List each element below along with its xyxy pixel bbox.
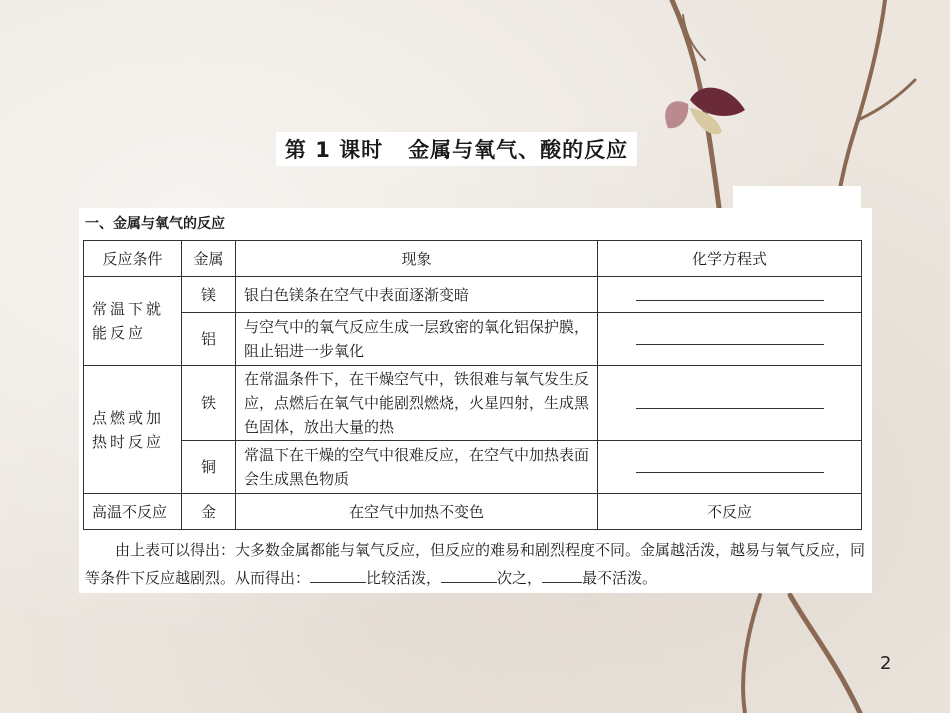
condition-cell: 常温下就能反应 bbox=[84, 277, 182, 366]
summary-text: 由上表可以得出：大多数金属都能与氧气反应，但反应的难易和剧烈程度不同。金属越活泼，越易与氧气反应，同等条件下反应越剧烈。从而得出： bbox=[85, 541, 866, 587]
equation-cell: 不反应 bbox=[598, 494, 862, 530]
fill-blank-1[interactable] bbox=[310, 566, 366, 583]
phenomenon-cell: 在常温条件下，在干燥空气中，铁很难与氧气发生反应，点燃后在氧气中能剧烈燃烧，火星四射，生成黑色固体，放出大量的热 bbox=[236, 366, 598, 441]
fill-blank-3[interactable] bbox=[542, 566, 582, 583]
metal-cell: 铁 bbox=[182, 366, 236, 441]
metal-cell: 镁 bbox=[182, 277, 236, 313]
summary-text: 次之， bbox=[497, 569, 543, 587]
equation-blank[interactable] bbox=[636, 390, 824, 409]
header-phenomenon: 现象 bbox=[236, 241, 598, 277]
condition-cell: 高温不反应 bbox=[84, 494, 182, 530]
fill-blank-2[interactable] bbox=[441, 566, 497, 583]
table-row bbox=[84, 366, 862, 441]
equation-blank[interactable] bbox=[636, 282, 824, 301]
summary-text: 比较活泼， bbox=[366, 569, 442, 587]
phenomenon-cell: 与空气中的氧气反应生成一层致密的氧化铝保护膜，阻止铝进一步氧化 bbox=[236, 313, 598, 366]
lesson-title: 第 1 课时 金属与氧气、酸的反应 bbox=[276, 132, 637, 166]
metal-cell: 铜 bbox=[182, 441, 236, 494]
table-row bbox=[84, 277, 862, 313]
phenomenon-cell: 在空气中加热不变色 bbox=[236, 494, 598, 530]
summary-text: 最不活泼。 bbox=[582, 569, 658, 587]
equation-cell[interactable] bbox=[598, 366, 862, 441]
worksheet bbox=[79, 208, 872, 593]
table-row bbox=[84, 313, 862, 366]
page-number: 2 bbox=[880, 653, 892, 674]
equation-blank[interactable] bbox=[636, 454, 824, 473]
butterfly-icon bbox=[665, 88, 745, 135]
section-heading: 一、金属与氧气的反应 bbox=[85, 216, 225, 232]
header-metal: 金属 bbox=[182, 241, 236, 277]
condition-cell: 点燃或加热时反应 bbox=[84, 366, 182, 494]
equation-cell[interactable] bbox=[598, 277, 862, 313]
equation-cell[interactable] bbox=[598, 441, 862, 494]
equation-cell[interactable] bbox=[598, 313, 862, 366]
metal-cell: 金 bbox=[182, 494, 236, 530]
reaction-table bbox=[83, 240, 862, 530]
equation-blank[interactable] bbox=[636, 326, 824, 345]
phenomenon-cell: 常温下在干燥的空气中很难反应，在空气中加热表面会生成黑色物质 bbox=[236, 441, 598, 494]
metal-cell: 铝 bbox=[182, 313, 236, 366]
summary-paragraph bbox=[85, 536, 865, 592]
header-condition: 反应条件 bbox=[84, 241, 182, 277]
table-row bbox=[84, 494, 862, 530]
header-equation: 化学方程式 bbox=[598, 241, 862, 277]
phenomenon-cell: 银白色镁条在空气中表面逐渐变暗 bbox=[236, 277, 598, 313]
table-header-row bbox=[84, 241, 862, 277]
table-row bbox=[84, 441, 862, 494]
